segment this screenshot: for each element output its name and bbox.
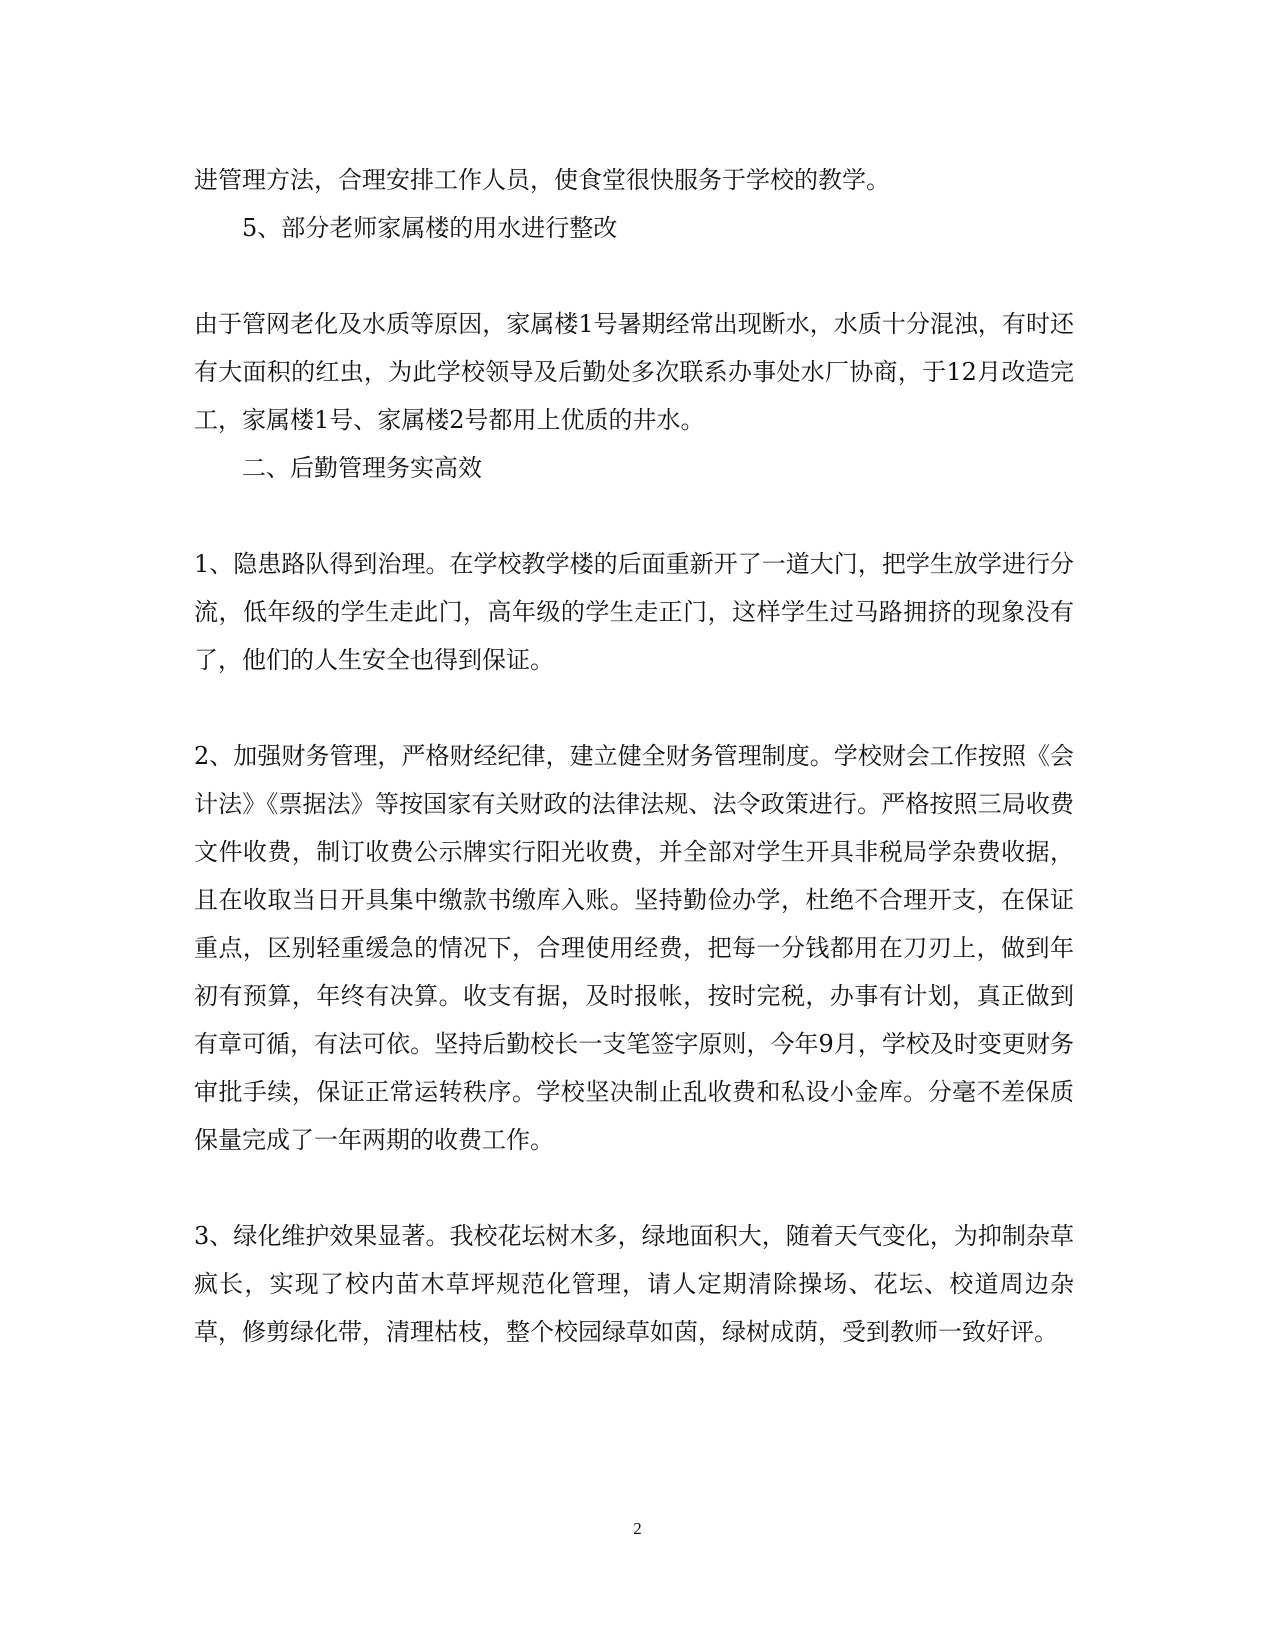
paragraph-water-renovation: 由于管网老化及水质等原因，家属楼1号暑期经常出现断水，水质十分混浊，有时还有大面积的红虫，为此学校领导及后勤处多次联系办事处水厂协商，于12月改造完工，家属楼1号、家属楼2号都用上优质的井水。 <box>194 310 1074 434</box>
document-body <box>194 156 1074 1356</box>
paragraph-road-safety: 1、隐患路队得到治理。在学校教学楼的后面重新开了一道大门，把学生放学进行分流，低年级的学生走此门，高年级的学生走正门，这样学生过马路拥挤的现象没有了，他们的人生安全也得到保证。 <box>194 550 1074 674</box>
paragraph-greening: 3、绿化维护效果显著。我校花坛树木多，绿地面积大，随着天气变化，为抑制杂草疯长，实现了校内苗木草坪规范化管理，请人定期清除操场、花坛、校道周边杂草，修剪绿化带，清理枯枝，整个校园绿草如茵，绿树成荫，受到教师一致好评。 <box>194 1222 1074 1346</box>
section-heading-logistics: 二、后勤管理务实高效 <box>242 454 482 482</box>
paragraph-finance: 2、加强财务管理，严格财经纪律，建立健全财务管理制度。学校财会工作按照《会计法》《票据法》等按国家有关财政的法律法规、法令政策进行。严格按照三局收费文件收费，制订收费公示牌实行阳光收费，并全部对学生开具非税局学杂费收据，且在收取当日开具集中缴款书缴库入账。坚持勤俭办学，杜绝不合理开支，在保证重点，区别轻重缓急的情况下，合理使用经费，把每一分钱都用在刀刃上，做到年初有预算，年终有决算。收支有据，及时报帐，按时完税，办事有计划，真正做到有章可循，有法可依。坚持后勤校长一支笔签字原则，今年9月，学校及时变更财务审批手续，保证正常运转秩序。学校坚决制止乱收费和私设小金库。分毫不差保质保量完成了一年两期的收费工作。 <box>194 742 1074 1154</box>
subheading-water-renovation: 5、部分老师家属楼的用水进行整改 <box>242 214 618 242</box>
page-number: 2 <box>633 1519 642 1538</box>
paragraph-continuation: 进管理方法，合理安排工作人员，使食堂很快服务于学校的教学。 <box>194 166 890 194</box>
